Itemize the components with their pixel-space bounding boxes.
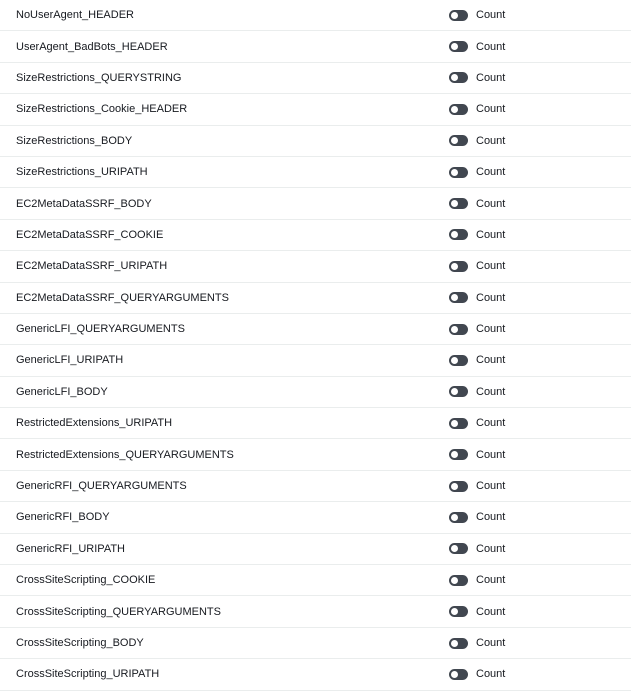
rule-name: EC2MetaDataSSRF_BODY — [16, 197, 152, 210]
rule-name: SizeRestrictions_QUERYSTRING — [16, 71, 182, 84]
rule-row — [0, 94, 631, 125]
count-toggle[interactable] — [449, 667, 505, 681]
toggle-label: Count — [476, 134, 506, 147]
toggle-knob — [451, 388, 458, 395]
toggle-label: Count — [476, 637, 506, 649]
count-toggle[interactable] — [449, 134, 505, 148]
count-toggle[interactable] — [449, 479, 505, 493]
toggle-knob — [451, 545, 458, 552]
toggle-knob — [451, 43, 458, 50]
toggle-label: Count — [476, 605, 506, 618]
count-toggle[interactable] — [449, 291, 505, 305]
rule-name: RestrictedExtensions_URIPATH — [16, 417, 173, 430]
rule-row — [0, 408, 631, 439]
rule-name: RestrictedExtensions_QUERYARGUMENTS — [16, 448, 234, 461]
toggle-switch[interactable] — [449, 167, 468, 178]
count-toggle[interactable] — [449, 322, 505, 336]
toggle-label: Count — [476, 417, 506, 430]
toggle-label: Count — [476, 40, 506, 53]
count-toggle[interactable] — [449, 385, 505, 399]
toggle-label: Count — [476, 385, 506, 398]
toggle-switch[interactable] — [449, 543, 468, 554]
toggle-switch[interactable] — [449, 638, 468, 649]
toggle-knob — [451, 106, 458, 113]
toggle-label: Count — [476, 323, 506, 336]
toggle-switch[interactable] — [449, 418, 468, 429]
toggle-label: Count — [476, 197, 506, 210]
toggle-switch[interactable] — [449, 481, 468, 492]
toggle-label: Count — [476, 511, 506, 524]
rule-name: SizeRestrictions_URIPATH — [16, 166, 148, 179]
count-toggle[interactable] — [449, 165, 505, 179]
toggle-switch[interactable] — [449, 292, 468, 303]
toggle-label: Count — [476, 574, 506, 587]
toggle-knob — [451, 200, 458, 207]
toggle-switch[interactable] — [449, 386, 468, 397]
rule-row — [0, 188, 631, 219]
rule-name: UserAgent_BadBots_HEADER — [16, 40, 168, 53]
toggle-knob — [451, 451, 458, 458]
toggle-switch[interactable] — [449, 72, 468, 83]
toggle-label: Count — [476, 668, 506, 681]
rule-row — [0, 377, 631, 408]
rule-name: CrossSiteScripting_BODY — [16, 637, 144, 649]
toggle-switch[interactable] — [449, 449, 468, 460]
rule-row — [0, 283, 631, 314]
rule-name: SizeRestrictions_Cookie_HEADER — [16, 103, 188, 116]
rule-name: EC2MetaDataSSRF_URIPATH — [16, 260, 168, 273]
count-toggle[interactable] — [449, 448, 505, 462]
toggle-knob — [451, 263, 458, 270]
rule-row — [0, 471, 631, 502]
toggle-label: Count — [476, 480, 506, 493]
toggle-knob — [451, 640, 458, 647]
rule-name: GenericRFI_BODY — [16, 511, 110, 524]
toggle-label: Count — [476, 448, 506, 461]
toggle-knob — [451, 326, 458, 333]
count-toggle[interactable] — [449, 259, 505, 273]
toggle-switch[interactable] — [449, 135, 468, 146]
toggle-switch[interactable] — [449, 104, 468, 115]
toggle-switch[interactable] — [449, 10, 468, 21]
rule-name: SizeRestrictions_BODY — [16, 134, 133, 147]
rule-name: NoUserAgent_HEADER — [16, 9, 134, 22]
count-toggle[interactable] — [449, 353, 505, 367]
rule-name: GenericLFI_URIPATH — [16, 354, 124, 367]
toggle-switch[interactable] — [449, 355, 468, 366]
toggle-knob — [451, 169, 458, 176]
rule-row — [0, 157, 631, 188]
toggle-knob — [451, 420, 458, 427]
rule-name: GenericLFI_QUERYARGUMENTS — [16, 323, 185, 336]
toggle-label: Count — [476, 103, 506, 116]
toggle-knob — [451, 608, 458, 615]
rule-row — [0, 31, 631, 62]
count-toggle[interactable] — [449, 102, 505, 116]
rule-row — [0, 63, 631, 94]
count-toggle[interactable] — [449, 605, 505, 619]
rule-row — [0, 345, 631, 376]
rule-name: CrossSiteScripting_URIPATH — [16, 668, 160, 681]
toggle-knob — [451, 12, 458, 19]
count-toggle[interactable] — [449, 228, 505, 242]
toggle-switch[interactable] — [449, 575, 468, 586]
toggle-switch[interactable] — [449, 41, 468, 52]
rule-row — [0, 534, 631, 565]
toggle-label: Count — [476, 228, 506, 241]
rule-name: GenericRFI_URIPATH — [16, 542, 126, 555]
count-toggle[interactable] — [449, 542, 505, 556]
toggle-knob — [451, 577, 458, 584]
toggle-knob — [451, 137, 458, 144]
toggle-knob — [451, 514, 458, 521]
count-toggle[interactable] — [449, 8, 505, 22]
toggle-knob — [451, 671, 458, 678]
toggle-switch[interactable] — [449, 512, 468, 523]
rule-row — [0, 251, 631, 282]
count-toggle[interactable] — [449, 510, 505, 524]
toggle-switch[interactable] — [449, 669, 468, 680]
rule-name: GenericRFI_QUERYARGUMENTS — [16, 480, 187, 493]
toggle-label: Count — [476, 166, 506, 179]
toggle-knob — [451, 357, 458, 364]
toggle-knob — [451, 483, 458, 490]
rule-row — [0, 439, 631, 470]
rule-row — [0, 565, 631, 596]
count-toggle[interactable] — [449, 636, 505, 650]
rule-row — [0, 220, 631, 251]
count-toggle[interactable] — [449, 71, 505, 85]
toggle-label: Count — [476, 71, 506, 84]
rule-name: CrossSiteScripting_COOKIE — [16, 574, 156, 587]
count-toggle[interactable] — [449, 197, 505, 211]
toggle-switch[interactable] — [449, 229, 468, 240]
rule-name: GenericLFI_BODY — [16, 385, 108, 398]
rule-row — [0, 628, 631, 659]
rule-row — [0, 502, 631, 533]
toggle-knob — [451, 74, 458, 81]
rule-row — [0, 0, 631, 31]
count-toggle[interactable] — [449, 573, 505, 587]
rule-row — [0, 314, 631, 345]
toggle-switch[interactable] — [449, 606, 468, 617]
toggle-knob — [451, 231, 458, 238]
toggle-switch[interactable] — [449, 324, 468, 335]
count-toggle[interactable] — [449, 40, 505, 54]
toggle-label: Count — [476, 260, 506, 273]
rule-row — [0, 596, 631, 627]
toggle-switch[interactable] — [449, 261, 468, 272]
toggle-label: Count — [476, 9, 506, 22]
rule-name: EC2MetaDataSSRF_QUERYARGUMENTS — [16, 291, 229, 304]
toggle-knob — [451, 294, 458, 301]
toggle-label: Count — [476, 542, 506, 555]
count-toggle[interactable] — [449, 416, 505, 430]
rule-name: CrossSiteScripting_QUERYARGUMENTS — [16, 605, 221, 618]
rule-row — [0, 126, 631, 157]
toggle-label: Count — [476, 291, 506, 304]
rule-name: EC2MetaDataSSRF_COOKIE — [16, 228, 164, 241]
toggle-switch[interactable] — [449, 198, 468, 209]
toggle-label: Count — [476, 354, 506, 367]
rule-row — [0, 659, 631, 690]
